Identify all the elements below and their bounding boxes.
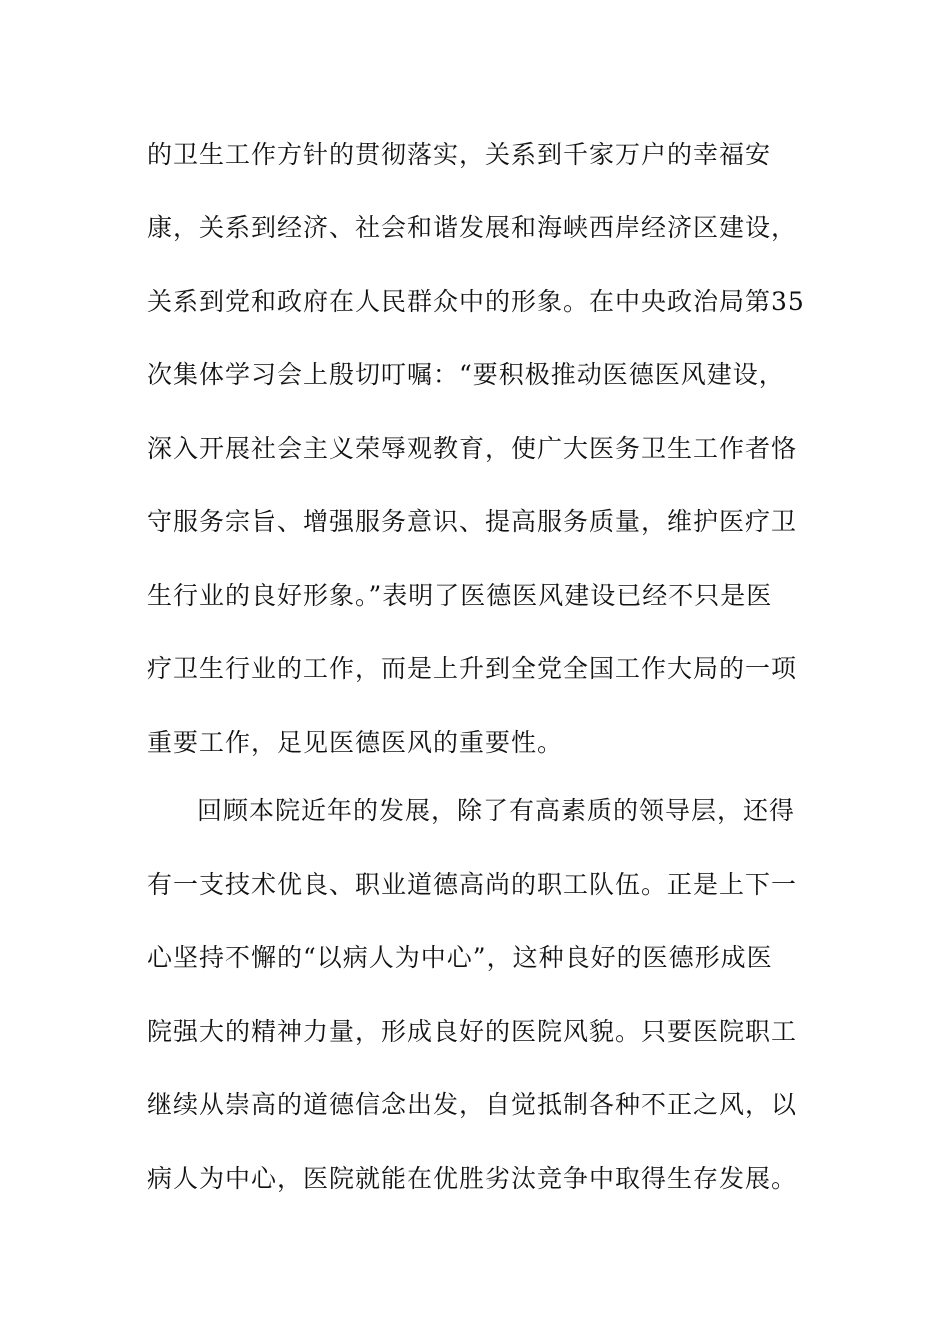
text-line: 有一支技术优良、职业道德高尚的职工队伍。正是上下一 bbox=[147, 870, 798, 899]
text-line: 心坚持不懈的“以病人为中心”，这种良好的医德形成医 bbox=[147, 943, 773, 972]
text-line: 病人为中心，医院就能在优胜劣汰竞争中取得生存发展。 bbox=[147, 1164, 798, 1193]
text-line: 院强大的精神力量，形成良好的医院风貌。只要医院职工 bbox=[147, 1017, 798, 1046]
text-line: 生行业的良好形象。”表明了医德医风建设已经不只是医 bbox=[147, 581, 773, 610]
text-line: 的卫生工作方针的贯彻落实，关系到千家万户的幸福安 bbox=[147, 140, 772, 169]
text-line: 重要工作，足见医德医风的重要性。 bbox=[147, 728, 564, 757]
text-line: 关系到党和政府在人民群众中的形象。在中央政治局第35 bbox=[147, 287, 805, 316]
text-line: 次集体学习会上殷切叮嘱：“要积极推动医德医风建设， bbox=[147, 360, 785, 389]
text-line: 守服务宗旨、增强服务意识、提高服务质量，维护医疗卫 bbox=[147, 507, 798, 536]
text-line: 疗卫生行业的工作，而是上升到全党全国工作大局的一项 bbox=[147, 654, 798, 683]
text-line: 康，关系到经济、社会和谐发展和海峡西岸经济区建设， bbox=[147, 213, 798, 242]
text-line: 深入开展社会主义荣辱观教育，使广大医务卫生工作者恪 bbox=[147, 434, 798, 463]
text-line: 回顾本院近年的发展，除了有高素质的领导层，还得 bbox=[197, 796, 796, 825]
text-line: 继续从崇高的道德信念出发，自觉抵制各种不正之风，以 bbox=[147, 1090, 798, 1119]
